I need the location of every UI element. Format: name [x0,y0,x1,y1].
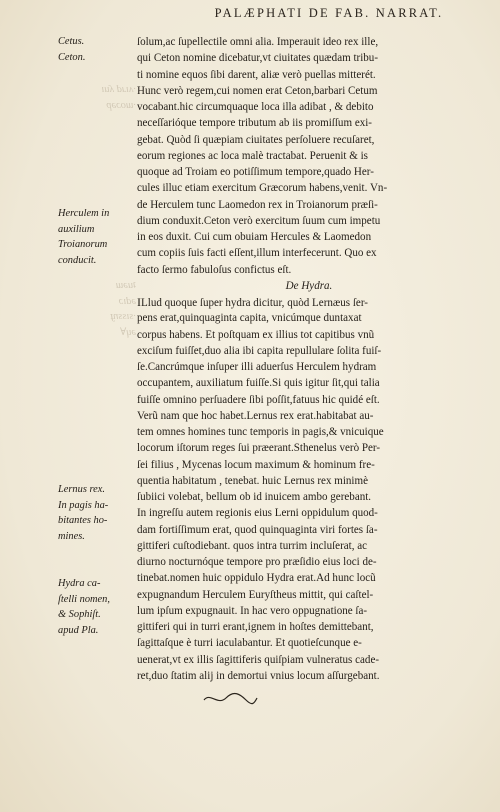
text-line: ti nomine equos ſibi darent, aliæ verò puellas mitterét. [137,68,376,81]
text-line: uenerat,vt ex illis ſagittiferis quiſpiam vulneratus cade- [137,653,380,666]
bleed-through-line: ǝdıɔ [118,295,136,307]
text-line: lum ipſum expugnauit. In hac vero oppugnatione ſa- [137,604,368,617]
bleed-through-line: ·ɯoɔǝp [106,99,136,111]
text-line: dium conduxit.Ceton verò exercitum ſuum cum impetu [137,214,381,227]
text-line: ret,duo ſtatim alij in demortui vnius locum aſſurgebant. [137,669,380,682]
text-line: pens erat,quinquaginta capita, vnicúmque duntaxat [137,312,362,325]
margin-note-line: apud Pla. [58,624,99,636]
bleed-through-line: ʇuǝɯ [115,280,136,291]
margin-note-line: In pagis ha- [58,499,109,511]
text-line: gittiferi cuſtodiebant. quos intra turrim incluſerat, ac [137,539,368,552]
margin-note-line: Herculem in [58,208,110,219]
margin-note-line: Hydra ca- [58,578,101,589]
text-line: In ingreſſu autem regionis eius Lerni oppidulum quod- [137,507,378,520]
text-line: dam fortiſſimum erat, quod quinquaginta viri fortes ſa- [137,523,378,536]
bleed-through-note-a [58,82,136,113]
bleed-through-line: ǝɥ∀ [119,326,136,338]
text-line: vocabant.hic circumquaque loca illa adibat , & debito [137,101,374,113]
margin-note-line: & Sophiſt. [58,609,101,620]
text-line: neceſſarióque tempore tributum ab iis promiſſum exi- [137,117,372,130]
margin-note-line: Cetus. [58,36,85,47]
text-line: ſagittaſque è turri iaculabantur. Et quotieſcunque e- [137,637,362,650]
margin-note-line: ſtelli nomen, [58,593,110,605]
section-heading: De Hydra. [285,279,333,292]
running-head: PALÆPHATI DE FAB. NARRAT. [214,6,444,20]
margin-note-line: auxilium [58,223,95,235]
text-line: de Herculem tunc Laomedon rex in Troianorum præſi- [137,198,378,211]
text-line: ſe.Cancrúmque inſuper illi aduerſus Herculem hydram [137,361,377,373]
text-line: ſubiici volebat, bellum ob id inuicem ambo gerebant. [137,491,372,503]
bleed-through-note-b [58,278,136,340]
text-line: tem omnes homines tunc temporis in pagis,& vnicuique [137,426,384,438]
main-text-column [137,34,481,684]
text-line: quoque ad Troiam eo potiſſimum tempore,quado Her- [137,166,374,178]
text-line: quentia habitatum , tenebat. huic Lernus rex minimè [137,474,368,487]
text-line: expugnandum Herculem Euryſtheus mittit, qui caſtel- [137,588,374,601]
margin-note-cetus [58,34,136,65]
signature-mark [200,690,260,708]
margin-note-lernus [58,482,136,544]
margin-note-herculem [58,206,136,268]
margin-note-line: Troianorum [58,239,108,250]
text-line: fuiſſe omnino perſuadere ſibi poſſit,fatuus hic quidé eſt. [137,393,380,406]
text-line: in eos duxit. Cui cum obuiam Hercules & Laomedon [137,231,372,243]
text-line: tinebat.nomen huic oppidulo Hydra erat.Ad hunc locũ [137,572,376,585]
text-line: Verũ nam que hoc habet.Lernus rex erat.habitabat au- [137,409,374,422]
text-line: cules illuc etiam exercitum Græcorum habens,venit. Vn- [137,182,388,195]
text-line: exciſum fuiſſet,duo alia ibi capita repullulare ſolita fuiſ- [137,344,382,357]
text-line: gebat. Quòd ſi quæpiam ciuitates perſoluere recuſaret, [137,133,375,146]
text-line: Hunc verò regem,cui nomen erat Ceton,barbari Cetum [137,84,378,97]
margin-note-line: Lernus rex. [58,484,105,495]
margin-note-line: bitantes ho- [58,515,108,526]
text-line: occupantem, auxiliatum fuiſſe.Si quis igitur ſit,qui talia [137,377,380,390]
text-line: locorum iſtorum reges ſui præerant.Sthenelus verò Per- [137,442,381,455]
text-line: gittiferi qui in turri erant,ignem in hoſtes demittebant, [137,621,374,633]
margin-note-line: Ceton. [58,51,86,63]
text-line: corpus habens. Et poſtquam ex illius tot capitibus vnũ [137,328,375,341]
text-line: eorum regiones ac loca malè tractabat. Peruenit & is [137,149,368,162]
text-line: diurno nocturnóque tempore pro præſidio eius loci de- [137,556,377,568]
bleed-through-line: ·sıssnɟ [110,311,136,322]
text-line: cum copiis ſuis facti eſſent,illum interfecerunt. Quo ex [137,247,377,260]
text-line: facto ſermo fabuloſus confictus eſt. [137,263,292,276]
text-line: ſolum,ac ſupellectile omni alia. Imperauit ideo rex ille, [137,36,379,48]
margin-note-hydra [58,576,136,638]
margin-note-line: conducit. [58,254,97,266]
margin-note-line: mines. [58,530,85,542]
text-line: ſei filius , Mycenas locum maximum & hominum fre- [137,458,375,471]
text-line: qui Ceton nomine dicebatur,vt ciuitates quædam tribu- [137,52,379,65]
bleed-through-line: ·ʌıɹd ʎuı [101,84,136,95]
text-line: ILlud quoque ſuper hydra dicitur, quòd Lernæus ſer- [137,295,368,309]
